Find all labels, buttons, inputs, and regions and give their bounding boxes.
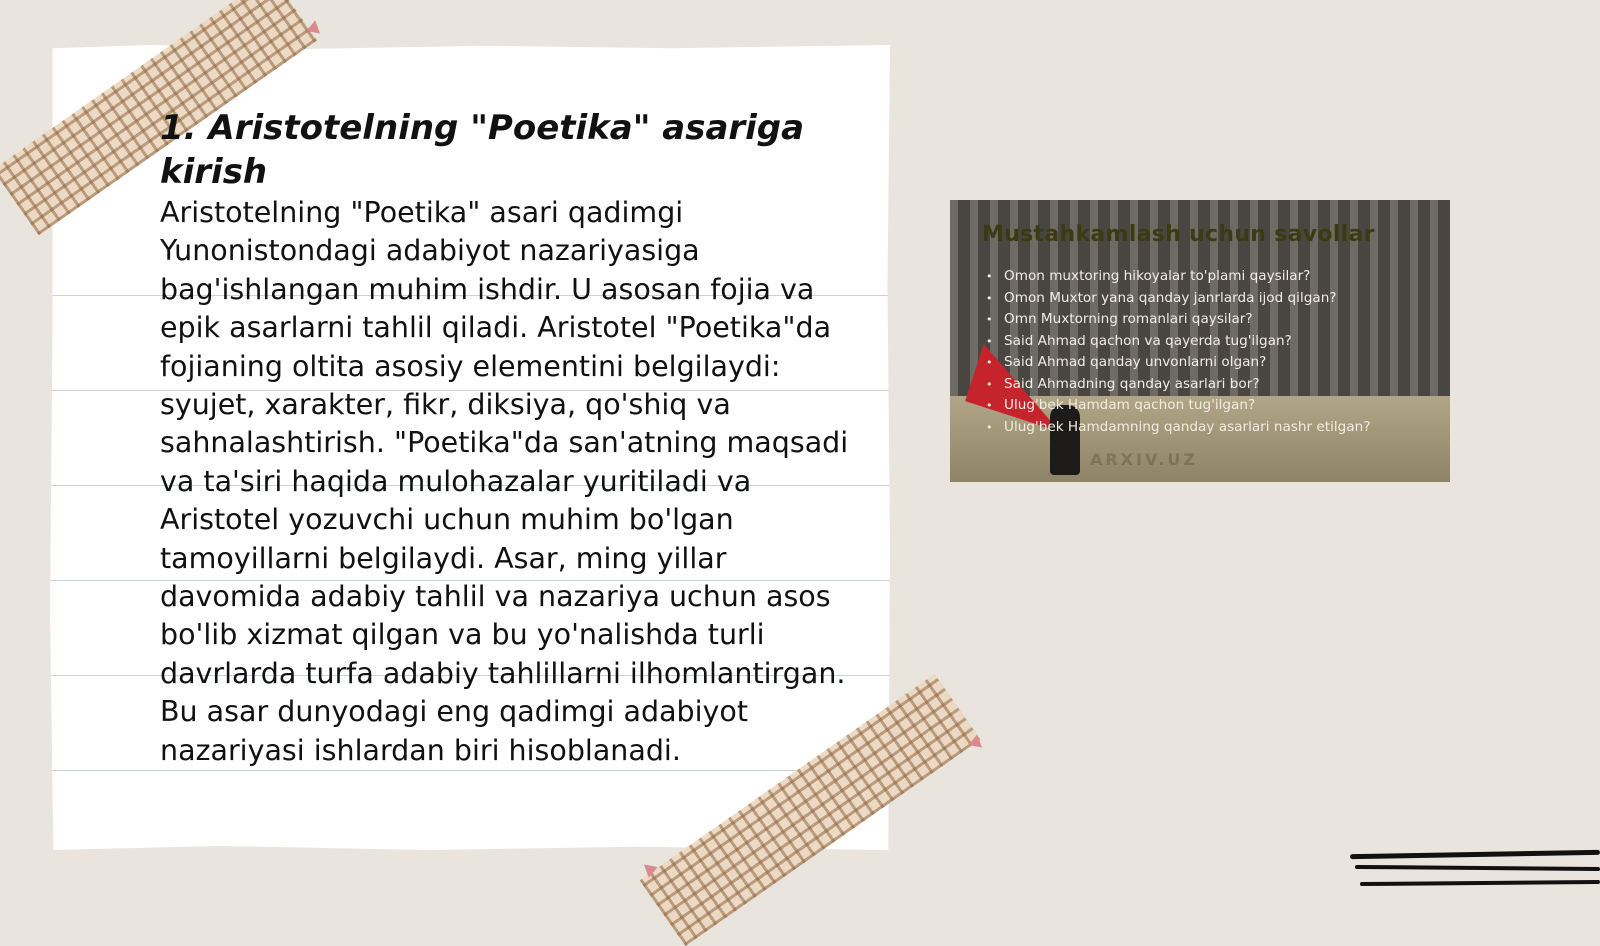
question-item: • Omon muxtoring hikoyalar to'plami qaysilar? [986, 266, 1370, 288]
slide-title: 1. Aristotelning "Poetika" asariga kirish [160, 108, 805, 192]
body-paragraph: Aristotelning "Poetika" asari qadimgi Yunonistondagi adabiyot nazariyasiga bag'ishlangan muhim ishdir. U asosan fojia va epik asarlarni tahlil qiladi. Aristotel "Poetika"da fojianing oltita asosiy elementini belgilaydi: syujet, xarakter, fikr, diksiya, qo'shiq va sahnalashtirish. "Poetika"da san'atning maqsadi va ta'siri haqida mulohazalar yuritiladi va Aristotel yozuvchi uchun muhim bo'lgan tamoyillarni belgilaydi. Asar, ming yillar davomida adabiy tahlil va nazariya uchun asos bo'lib xizmat qilgan va bu yo'nalishda turli davrlarda turfa adabiy tahlillarni ilhomlantirgan. Bu asar dunyodagi eng qadimgi adabiyot nazariyasi ishlardan biri hisoblanadi. [160, 196, 849, 767]
text-content [160, 106, 850, 770]
question-item: • Said Ahmad qachon va qayerda tug'ilgan? [986, 331, 1370, 353]
embedded-slide-image [950, 200, 1450, 482]
decorative-stroke [1355, 865, 1600, 871]
tape-tip-decoration [966, 734, 982, 751]
question-item: • Said Ahmad qanday unvonlarni olgan? [986, 352, 1370, 374]
image-watermark: ARXIV.UZ [1090, 450, 1198, 469]
decorative-stroke [1360, 880, 1600, 886]
question-list [986, 266, 1370, 438]
image-title: Mustahkamlash uchun savollar [982, 222, 1375, 247]
decorative-stroke [1350, 850, 1600, 859]
question-item: • Said Ahmadning qanday asarlari bor? [986, 374, 1370, 396]
paper-rule-line [50, 770, 890, 771]
question-item: • Omon Muxtor yana qanday janrlarda ijod qilgan? [986, 288, 1370, 310]
question-item: • Omn Muxtorning romanlari qaysilar? [986, 309, 1370, 331]
question-item: • Ulug'bek Hamdam qachon tug'ilgan? [986, 395, 1370, 417]
question-item: • Ulug'bek Hamdamning qanday asarlari nashr etilgan? [986, 417, 1370, 439]
